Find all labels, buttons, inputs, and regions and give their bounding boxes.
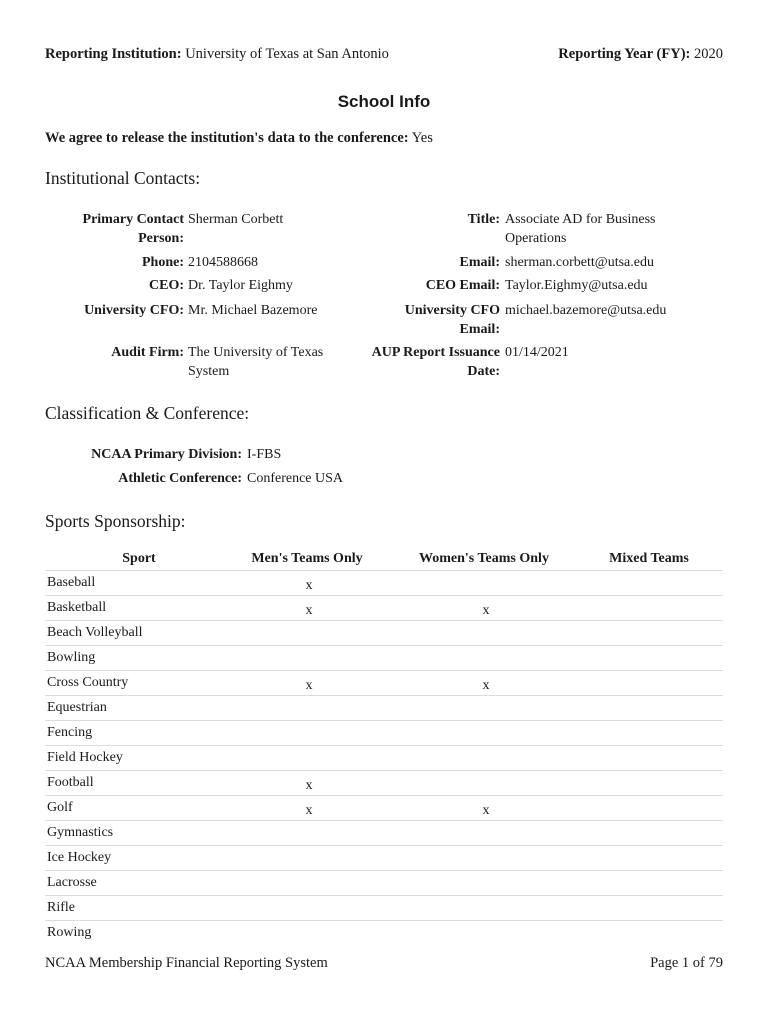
table-row xyxy=(45,596,723,621)
ceo-label: CEO: xyxy=(149,278,184,293)
footer-page-number: Page 1 of 79 xyxy=(650,955,723,971)
page-footer xyxy=(45,955,723,972)
table-row xyxy=(45,621,723,646)
report-page xyxy=(45,0,723,1024)
table-row xyxy=(45,746,723,771)
audit-firm-value xyxy=(188,343,348,381)
sports-sponsorship-table xyxy=(45,548,723,945)
division-label: NCAA Primary Division: xyxy=(91,447,242,462)
page-title: School Info xyxy=(337,92,431,111)
womens-teams-cell: x xyxy=(482,678,490,693)
sport-name-cell: Ice Hockey xyxy=(47,850,112,865)
sport-name-cell: Football xyxy=(47,775,94,790)
phone-value: 2104588668 xyxy=(188,255,258,270)
report-header xyxy=(45,46,723,63)
phone-label: Phone: xyxy=(142,255,184,270)
primary-contact-label-line1: Primary Contact xyxy=(82,212,184,227)
year-value: 2020 xyxy=(694,46,723,62)
agreement-label: We agree to release the institution's data to the conference: xyxy=(45,130,409,146)
sport-name-cell: Cross Country xyxy=(47,675,129,690)
ceo-email-label: CEO Email: xyxy=(425,278,500,293)
conference-value: Conference USA xyxy=(247,471,344,486)
table-row xyxy=(45,696,723,721)
title-label: Title: xyxy=(467,212,500,227)
contacts-heading: Institutional Contacts: xyxy=(45,168,201,188)
release-agreement xyxy=(45,130,433,147)
table-row xyxy=(45,896,723,921)
cfo-email-value: michael.bazemore@utsa.edu xyxy=(505,303,667,318)
cfo-email-label xyxy=(345,301,500,339)
sport-name-cell: Rowing xyxy=(47,925,92,940)
sport-name-cell: Golf xyxy=(47,800,73,815)
table-row xyxy=(45,921,723,945)
mens-teams-cell: x xyxy=(305,603,313,618)
year-label: Reporting Year (FY): xyxy=(558,46,691,62)
womens-teams-cell: x xyxy=(482,803,490,818)
table-row xyxy=(45,721,723,746)
column-header-sport: Sport xyxy=(122,551,156,566)
cfo-value: Mr. Michael Bazemore xyxy=(188,303,318,318)
institution-label: Reporting Institution: xyxy=(45,46,182,62)
table-row xyxy=(45,571,723,596)
table-row xyxy=(45,821,723,846)
sport-name-cell: Beach Volleyball xyxy=(47,625,143,640)
footer-system-name: NCAA Membership Financial Reporting System xyxy=(45,955,328,971)
mens-teams-cell: x xyxy=(305,578,313,593)
table-body xyxy=(45,571,723,945)
institution-value: University of Texas at San Antonio xyxy=(185,46,389,62)
conference-label: Athletic Conference: xyxy=(118,471,242,486)
ceo-value: Dr. Taylor Eighmy xyxy=(188,278,293,293)
cfo-email-label-line2: Email: xyxy=(459,322,500,337)
audit-firm-value-line2: System xyxy=(188,364,230,379)
table-row xyxy=(45,771,723,796)
table-row xyxy=(45,846,723,871)
audit-firm-label: Audit Firm: xyxy=(111,345,184,360)
title-value-line1: Associate AD for Business xyxy=(505,212,656,227)
aup-date-label-line1: AUP Report Issuance xyxy=(371,345,500,360)
primary-contact-value: Sherman Corbett xyxy=(188,212,284,227)
table-row xyxy=(45,871,723,896)
audit-firm-value-line1: The University of Texas xyxy=(188,345,324,360)
table-row xyxy=(45,671,723,696)
title-value-line2: Operations xyxy=(505,231,567,246)
sport-name-cell: Bowling xyxy=(47,650,96,665)
mens-teams-cell: x xyxy=(305,803,313,818)
sport-name-cell: Equestrian xyxy=(47,700,107,715)
table-header-row xyxy=(45,548,723,571)
sport-name-cell: Basketball xyxy=(47,600,107,615)
cfo-label: University CFO: xyxy=(84,303,184,318)
primary-contact-label xyxy=(45,210,184,248)
email-label: Email: xyxy=(459,255,500,270)
sport-name-cell: Gymnastics xyxy=(47,825,114,840)
sport-name-cell: Field Hockey xyxy=(47,750,123,765)
sports-heading: Sports Sponsorship: xyxy=(45,511,186,531)
column-header-mixed: Mixed Teams xyxy=(609,551,689,566)
column-header-womens: Women's Teams Only xyxy=(419,551,549,566)
table-row xyxy=(45,796,723,821)
reporting-year xyxy=(558,46,723,63)
sport-name-cell: Rifle xyxy=(47,900,75,915)
table-row xyxy=(45,646,723,671)
sport-name-cell: Fencing xyxy=(47,725,93,740)
reporting-institution xyxy=(45,46,389,63)
mens-teams-cell: x xyxy=(305,778,313,793)
sport-name-cell: Baseball xyxy=(47,575,96,590)
aup-date-label xyxy=(345,343,500,381)
classification-heading: Classification & Conference: xyxy=(45,403,250,423)
column-header-mens: Men's Teams Only xyxy=(251,551,363,566)
ceo-email-value: Taylor.Eighmy@utsa.edu xyxy=(505,278,648,293)
aup-date-value: 01/14/2021 xyxy=(505,345,569,360)
primary-contact-label-line2: Person: xyxy=(138,231,184,246)
division-value: I-FBS xyxy=(247,447,282,462)
email-value: sherman.corbett@utsa.edu xyxy=(505,255,654,270)
sport-name-cell: Lacrosse xyxy=(47,875,97,890)
cfo-email-label-line1: University CFO xyxy=(404,303,500,318)
mens-teams-cell: x xyxy=(305,678,313,693)
agreement-value: Yes xyxy=(411,130,433,146)
womens-teams-cell: x xyxy=(482,603,490,618)
aup-date-label-line2: Date: xyxy=(467,364,500,379)
title-value xyxy=(505,210,656,248)
